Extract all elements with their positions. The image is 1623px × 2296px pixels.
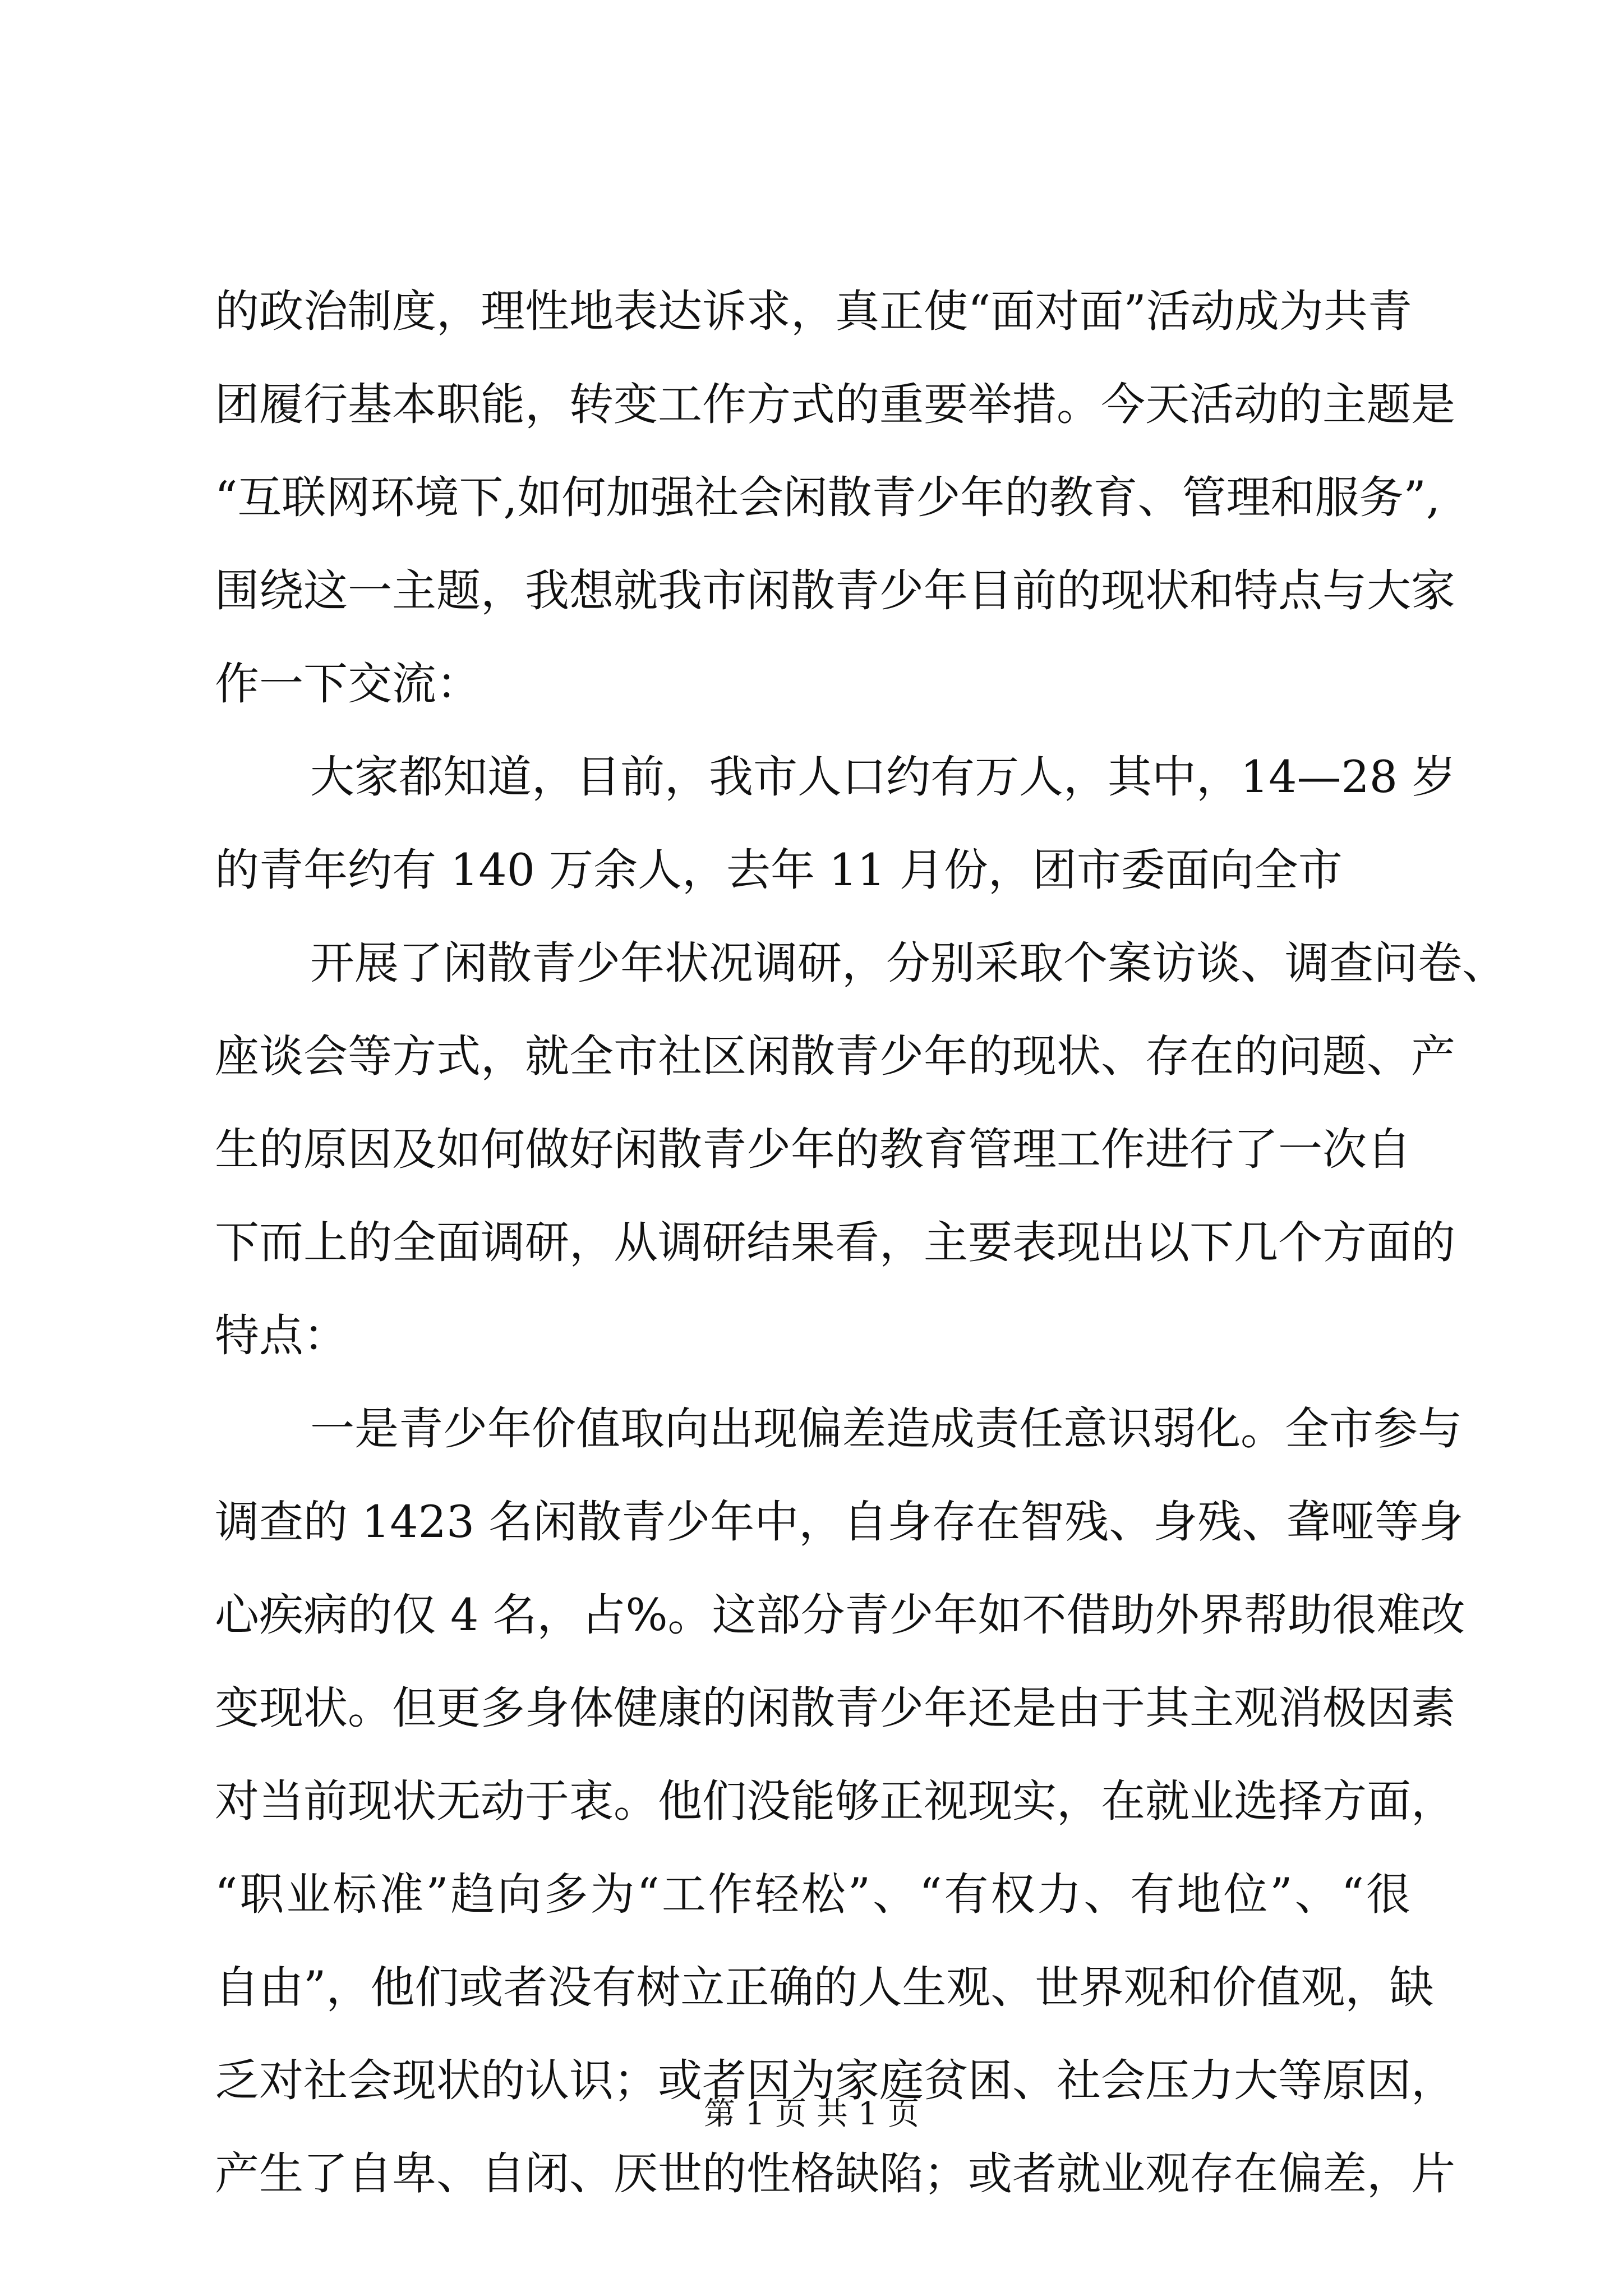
text-line: “互联网环境下,如何加强社会闲散青少年的教育、管理和服务”, <box>215 472 1440 523</box>
text-line: 变现状。但更多身体健康的闲散青少年还是由于其主观消极因素 <box>215 1682 1455 1734</box>
text-line: 产生了自卑、自闭、厌世的性格缺陷；或者就业观存在偏差，片 <box>215 2148 1455 2200</box>
paragraph-start-line: 一是青少年价值取向出现偏差造成责任意识弱化。全市参与 <box>310 1403 1462 1455</box>
text-line: “职业标准”趋向多为“工作轻松”、“有权力、有地位”、“很 <box>215 1869 1410 1920</box>
text-line: 的政治制度，理性地表达诉求，真正使“面对面”活动成为共青 <box>215 286 1412 337</box>
text-line: 对当前现状无动于衷。他们没能够正视现实，在就业选择方面， <box>215 1775 1455 1827</box>
document-body <box>215 265 1506 2220</box>
text-line: 的青年约有 140 万余人，去年 11 月份，团市委面向全市 <box>215 844 1343 896</box>
paragraph-start-line: 大家都知道，目前，我市人口约有万人，其中，14—28 岁 <box>310 751 1456 803</box>
text-line: 乏对社会现状的认识；或者因为家庭贫困、社会压力大等原因， <box>215 2055 1455 2106</box>
text-line: 围绕这一主题，我想就我市闲散青少年目前的现状和特点与大家 <box>215 565 1455 616</box>
text-line: 自由”，他们或者没有树立正确的人生观、世界观和价值观，缺 <box>215 1962 1434 2013</box>
text-line: 作一下交流： <box>215 658 481 710</box>
paragraph-start-line: 开展了闲散青少年状况调研，分别采取个案访谈、调查问卷、 <box>310 937 1506 989</box>
text-line: 调查的 1423 名闲散青少年中，自身存在智残、身残、聋哑等身 <box>215 1496 1464 1548</box>
text-line: 生的原因及如何做好闲散青少年的教育管理工作进行了一次自 <box>215 1124 1411 1175</box>
text-line: 座谈会等方式，就全市社区闲散青少年的现状、存在的问题、产 <box>215 1030 1455 1082</box>
text-line: 特点： <box>215 1310 348 1361</box>
page-number-footer: 第 1 页 共 1 页 <box>703 2096 920 2132</box>
text-line: 下而上的全面调研，从调研结果看，主要表现出以下几个方面的 <box>215 1217 1455 1268</box>
text-line: 心疾病的仅 4 名，占%。这部分青少年如不借助外界帮助很难改 <box>215 1589 1465 1641</box>
text-line: 团履行基本职能，转变工作方式的重要举措。今天活动的主题是 <box>215 379 1455 430</box>
